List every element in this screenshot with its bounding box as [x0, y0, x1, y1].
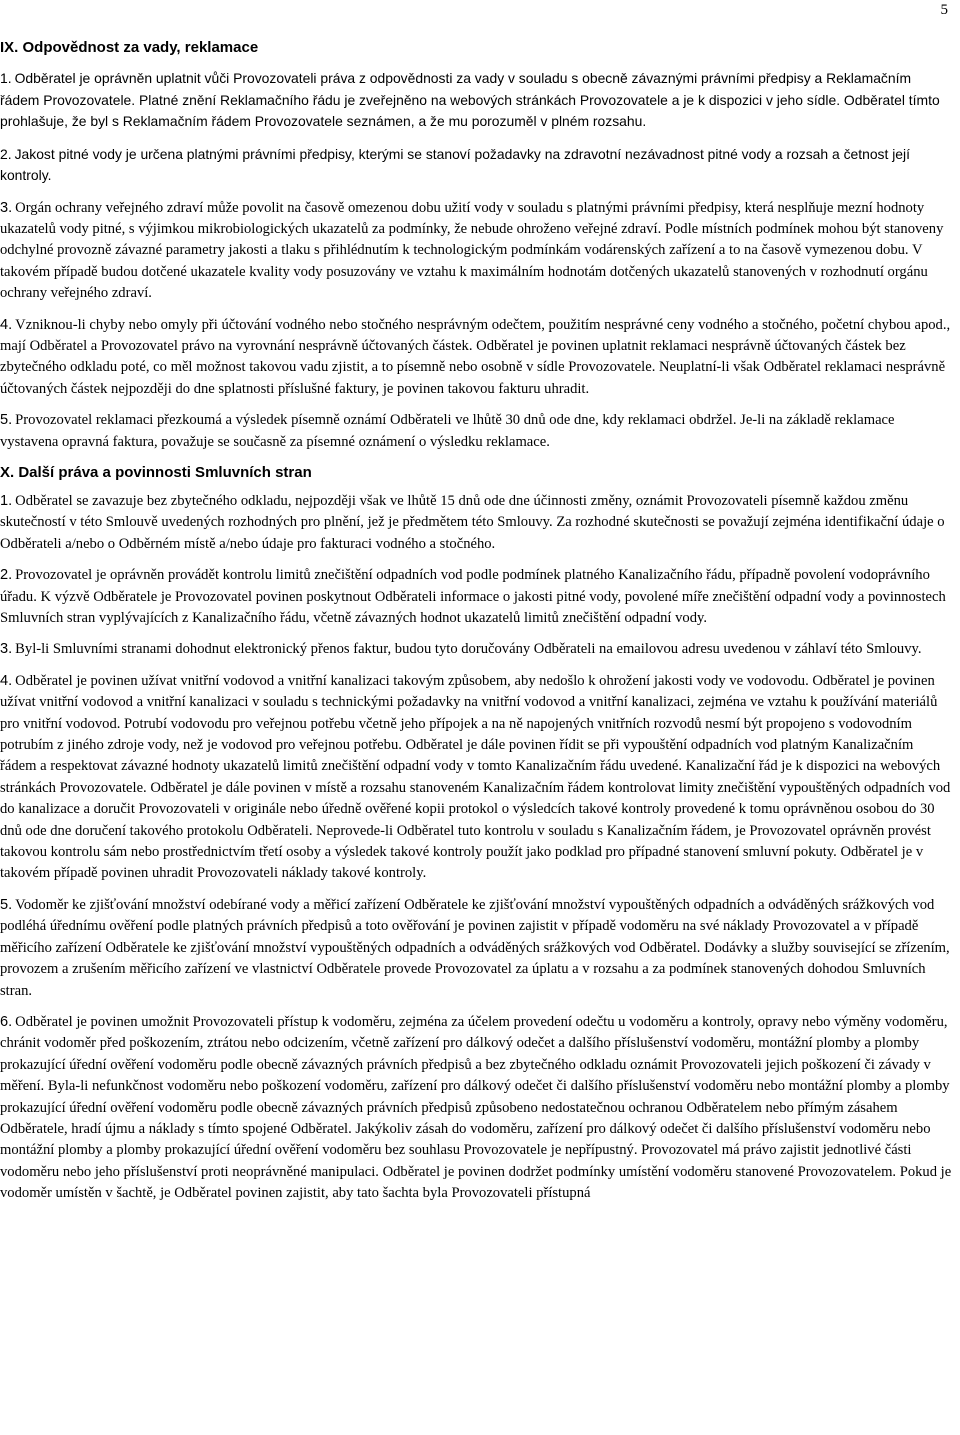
clause-text: Vzniknou-li chyby nebo omyly při účtování vodného nebo stočného nesprávným odečtem, použitím nesprávné ceny vodného a stočného, početní chybou apod., mají Odběratel a Provozovatel právo na vyrovnání nesprávně účtovaných částek. Odběratel je povinen uplatnit reklamaci nesprávně účtovaných částek bez zbytečného odkladu poté, co měl možnost takovou vadu zjistit, a to písemně nebo osobně v sídle Provozovatele. Neuplatní-li však Odběratel reklamaci nesprávně účtovaných částek nejpozději do dne splatnosti příslušné faktury, je povinen takovou fakturu uhradit. — [0, 316, 951, 397]
clause-x-4 — [0, 671, 952, 885]
clause-text: Orgán ochrany veřejného zdraví může povolit na časově omezenou dobu užití vody v souladu s platnými právními předpisy, která nesplňuje mezní hodnoty ukazatelů vody pitné, s výjimkou mikrobiologických ukazatelů za podmínky, že nebude ohroženo veřejné zdraví. Podle místních podmínek mohou být stanoveny odchylné provozně závazné parametry jakosti a tlaku s přihlédnutím k technologickým podmínkám vodárenských zařízení a to na časově vymezenou dobu. V takovém případě budou dotčené ukazatele kvality vody posuzovány ve vztahu k maximálním hodnotám dotčených ukazatelů stanovených v rozhodnutí orgánu ochrany veřejného zdraví. — [0, 199, 944, 302]
clause-text: Vodoměr ke zjišťování množství odebírané vody a měřicí zařízení Odběratele ke zjišťování množství vypouštěných odpadních a odváděných srážkových vod podléhá úřednímu ověření podle platných právních předpisů a toto ověřování je povinen zajistit v případě vodoměru na své náklady Provozovatel a v případě měřicího zařízení Odběratele ke zjišťování množství vypouštěných odpadních a odváděných srážkových vod Odběratel. Dodávky a služby související se zřízením, provozem a zrušením měřicího zařízení ve vlastnictví Odběratele provede Provozovatel za úplatu a v rozsahu a za podmínek stanovených dohodou Smluvních stran. — [0, 896, 950, 999]
clause-text: Odběratel je povinen užívat vnitřní vodovod a vnitřní kanalizaci takovým způsobem, aby nedošlo k ohrožení jakosti vody ve vodovodu. Odběratel je povinen užívat vnitřní vodovod a vnitřní kanalizaci v souladu s technickými požadavky na vnitřní vodovod a vnitřní kanalizaci, zejména ve vztahu k používání materiálů pro vnitřní vodovod. Potrubí vodovodu pro veřejnou potřebu včetně jeho přípojek a na ně napojených vnitřních rozvodů nesmí být propojeno s vodovodním potrubím z jiného zdroje vody, než je vodovod pro veřejnou potřebu. Odběratel je dále povinen řídit se při vypouštění odpadních vod platným Kanalizačním řádem a respektovat závazné hodnoty ukazatelů limitů znečištění odpadní vody v tomto Kanalizačním řádu uvedené. Kanalizační řád je k dispozici na webových stránkách Provozovatele. Odběratel je dále povinen v místě a rozsahu stanoveném Kanalizačním řádem kontrolovat limity znečištění vypouštěných odpadních vod do kanalizace a doručit Provozovateli v originále nebo úředně ověřené kopii protokol o výsledcích takové kontroly provedené k tomu oprávněnou osobou do 30 dnů ode dne doručení takového protokolu Odběrateli. Neprovede-li Odběratel tuto kontrolu v souladu s Kanalizačním řádem, je Provozovatel oprávněn provést takovou kontrolu sám nebo prostřednictvím třetí osoby a výsledek takové kontroly použít jako podklad pro případné stanovení smluvní pokuty. Odběratel je v takovém případě povinen uhradit Provozovateli náklady takové kontroly. — [0, 672, 951, 882]
clause-text: Byl-li Smluvními stranami dohodnut elektronický přenos faktur, budou tyto doručovány Odběrateli na emailovou adresu uvedenou v záhlaví této Smlouvy. — [15, 641, 922, 658]
clause-number: 5. — [0, 412, 13, 429]
clause-x-6 — [0, 1012, 952, 1205]
clause-number: 3. — [0, 199, 13, 216]
clause-text: Jakost pitné vody je určena platnými právními předpisy, kterými se stanoví požadavky na zdravotní nezávadnost pitné vody a rozsah a četnost její kontroly. — [0, 145, 910, 183]
clause-ix-3 — [0, 198, 952, 305]
clause-number: 2. — [0, 145, 12, 162]
clause-text: Odběratel je oprávněn uplatnit vůči Provozovateli práva z odpovědnosti za vady v souladu s obecně závaznými právními předpisy a Reklamačním řádem Provozovatele. Platné znění Reklamačního řádu je zveřejněno na webových stránkách Provozovatele a je k dispozici v jeho sídle. Odběratel tímto prohlašuje, že byl s Reklamačním řádem Provozovatele seznámen, a že mu porozuměl v plném rozsahu. — [0, 70, 940, 129]
clause-number: 1. — [0, 70, 12, 86]
clause-x-1 — [0, 491, 952, 555]
clause-text: Odběratel se zavazuje bez zbytečného odkladu, nejpozději však ve lhůtě 15 dnů ode dne účinnosti změny, oznámit Provozovateli písemně každou změnu skutečností v této Smlouvě uvedených rozhodných pro plnění, jež je předmětem této Smlouvy. Za rozhodné skutečnosti se považují zejména identifikační údaje o Odběrateli a/nebo o Odběrném místě a/nebo údaje pro fakturaci vodného a stočného. — [0, 492, 945, 552]
clause-x-3 — [0, 639, 952, 660]
section-heading-x: X. Další práva a povinnosti Smluvních stran — [0, 463, 312, 481]
clause-number: 5. — [0, 896, 13, 913]
section-heading-ix: IX. Odpovědnost za vady, reklamace — [0, 39, 259, 56]
clause-text: Provozovatel je oprávněn provádět kontrolu limitů znečištění odpadních vod podle podmínek platného Kanalizačního řádu, případně povolení vodoprávního úřadu. K výzvě Odběratele je Provozovatel povinen poskytnout Odběrateli informace o jakosti pitné vody, povolené míře znečištění odpadní vody a povinnostech Smluvních stran vyplývajících z Kanalizačního řádu, včetně závazných hodnot ukazatelů limitů znečištění odpadní vody. — [0, 567, 946, 626]
clause-number: 4. — [0, 672, 13, 689]
clause-x-5 — [0, 895, 952, 1002]
document-body — [0, 38, 952, 1215]
clause-ix-1 — [0, 68, 952, 133]
clause-number: 2. — [0, 567, 13, 584]
clause-number: 1. — [0, 492, 13, 509]
clause-ix-4 — [0, 315, 952, 401]
clause-ix-5 — [0, 410, 952, 453]
clause-number: 6. — [0, 1013, 13, 1030]
clause-text: Odběratel je povinen umožnit Provozovateli přístup k vodoměru, zejména za účelem provedení odečtu u vodoměru a kontroly, opravy nebo výměny vodoměru, chránit vodoměr před poškozením, ztrátou nebo odcizením, včetně zařízení pro dálkový odečet a dalšího příslušenství vodoměru, montážní plomby a plomby prokazující úřední ověření vodoměru podle obecně závazných právních předpisů a bez zbytečného odkladu oznámit Provozovateli jejich poškození či závady v měření. Byla-li nefunkčnost vodoměru nebo poškození vodoměru, zařízení pro dálkový odečet či dalšího příslušenství vodoměru nebo montážní plomby a plomby prokazující úřední ověření vodoměru podle obecně závazných právních předpisů způsobeno nedostatečnou ochranou Odběratelem nebo přímým zásahem Odběratele, hradí újmu a náklady s tímto spojené Odběratel. Jakýkoliv zásah do vodoměru, zařízení pro dálkový odečet či dalšího příslušenství vodoměru nebo montážní plomby a plomby prokazující úřední ověření vodoměru bez souhlasu Provozovatele je nepřípustný. Provozovatel má právo zajistit jednotlivé části vodoměru nebo jeho příslušenství proti neoprávněné manipulaci. Odběratel je povinen dodržet podmínky umístění vodoměru stanovené Provozovatelem. Pokud je vodoměr umístěn v šachtě, je Odběratel povinen zajistit, aby tato šachta byla Provozovateli přístupná — [0, 1013, 952, 1202]
clause-x-2 — [0, 565, 952, 629]
clause-text: Provozovatel reklamaci přezkoumá a výsledek písemně oznámí Odběrateli ve lhůtě 30 dnů ode dne, kdy reklamaci obdržel. Je-li na základě reklamace vystavena opravná faktura, považuje se současně za písemné oznámení o výsledku reklamace. — [0, 412, 895, 450]
clause-ix-2 — [0, 144, 952, 187]
clause-number: 3. — [0, 641, 13, 658]
page-number: 5 — [940, 2, 948, 18]
clause-number: 4. — [0, 316, 13, 333]
